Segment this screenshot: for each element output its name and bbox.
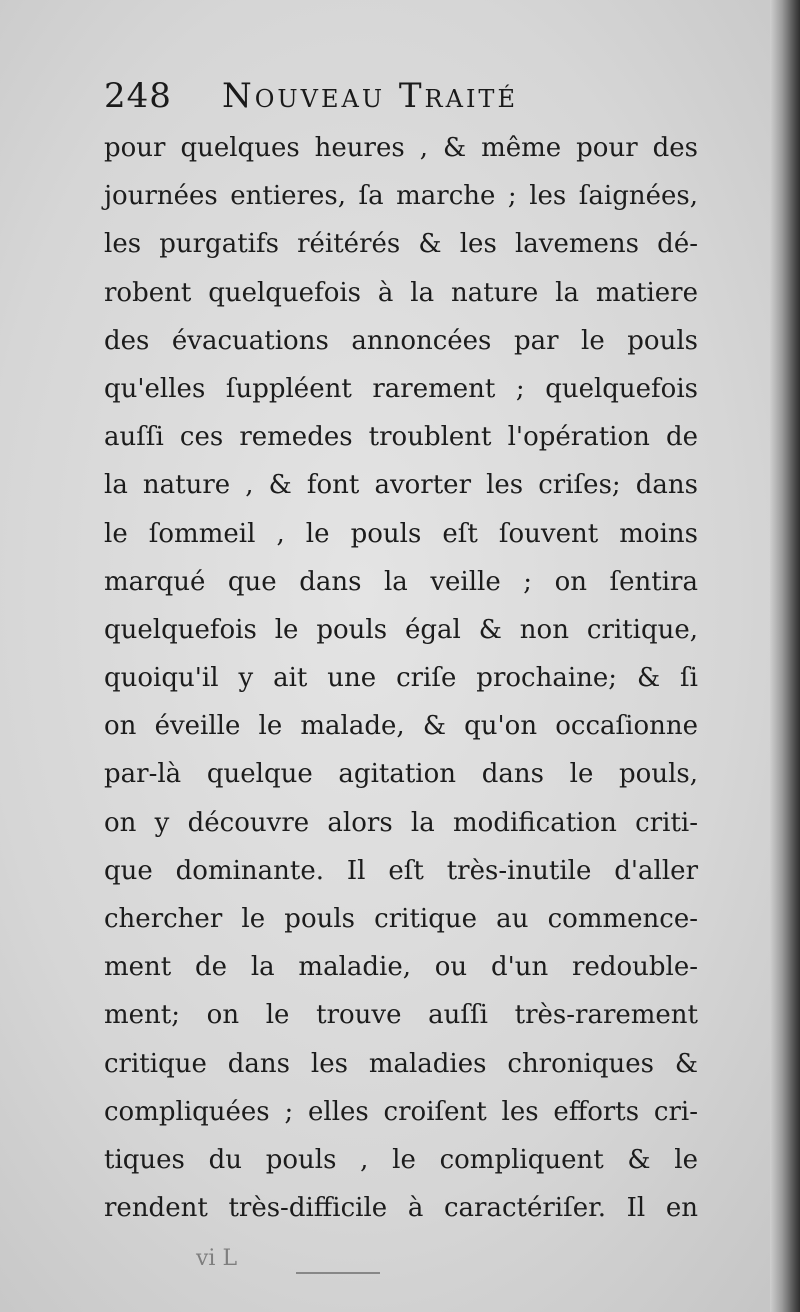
text-line: des évacuations annoncées par le pouls (104, 325, 698, 356)
body-text (104, 124, 698, 1232)
text-line: la nature , & font avorter les criſes; dans (104, 470, 698, 501)
text-line: on y découvre alors la modification criti- (104, 807, 698, 838)
text-line: marqué que dans la veille ; on ſentira (104, 566, 698, 597)
page-number: 248 (104, 76, 172, 116)
text-line: le ſommeil , le pouls eſt ſouvent moins (104, 518, 698, 549)
text-line: rendent très-difficile à caractériſer. Il en (104, 1193, 698, 1224)
page-gutter-shadow (770, 0, 800, 1312)
running-title: Nouveau Traité (222, 76, 518, 116)
text-line: quoiqu'il y ait une criſe prochaine; & ſi (104, 663, 698, 694)
text-line: journées entieres, ſa marche ; les ſaignées, (104, 181, 698, 212)
text-line: chercher le pouls critique au commence- (104, 904, 698, 934)
text-line: les purgatifs réitérés & les lavemens dé- (104, 229, 698, 260)
text-line: ment de la maladie, ou d'un redouble- (104, 952, 698, 983)
footer-rule (296, 1272, 380, 1274)
signature-mark: vi L (196, 1246, 238, 1271)
text-line: robent quelquefois à la nature la matiere (104, 277, 698, 308)
text-line: qu'elles ſuppléent rarement ; quelquefois (104, 373, 698, 404)
text-line: ment; on le trouve auſſi très-rarement (104, 1000, 698, 1031)
page-header (104, 72, 704, 126)
text-line: que dominante. Il eſt très-inutile d'aller (104, 855, 698, 886)
text-line: par-là quelque agitation dans le pouls, (104, 759, 698, 790)
text-line: auſſi ces remedes troublent l'opération de (104, 422, 698, 453)
text-line: pour quelques heures , & même pour des (104, 133, 698, 163)
text-line: compliquées ; elles croiſent les efforts cri- (104, 1096, 698, 1127)
text-line: critique dans les maladies chroniques & (104, 1048, 698, 1079)
text-line: on éveille le malade, & qu'on occaſionne (104, 711, 698, 742)
text-line: tiques du pouls , le compliquent & le (104, 1144, 698, 1175)
text-line: quelquefois le pouls égal & non critique, (104, 614, 698, 645)
